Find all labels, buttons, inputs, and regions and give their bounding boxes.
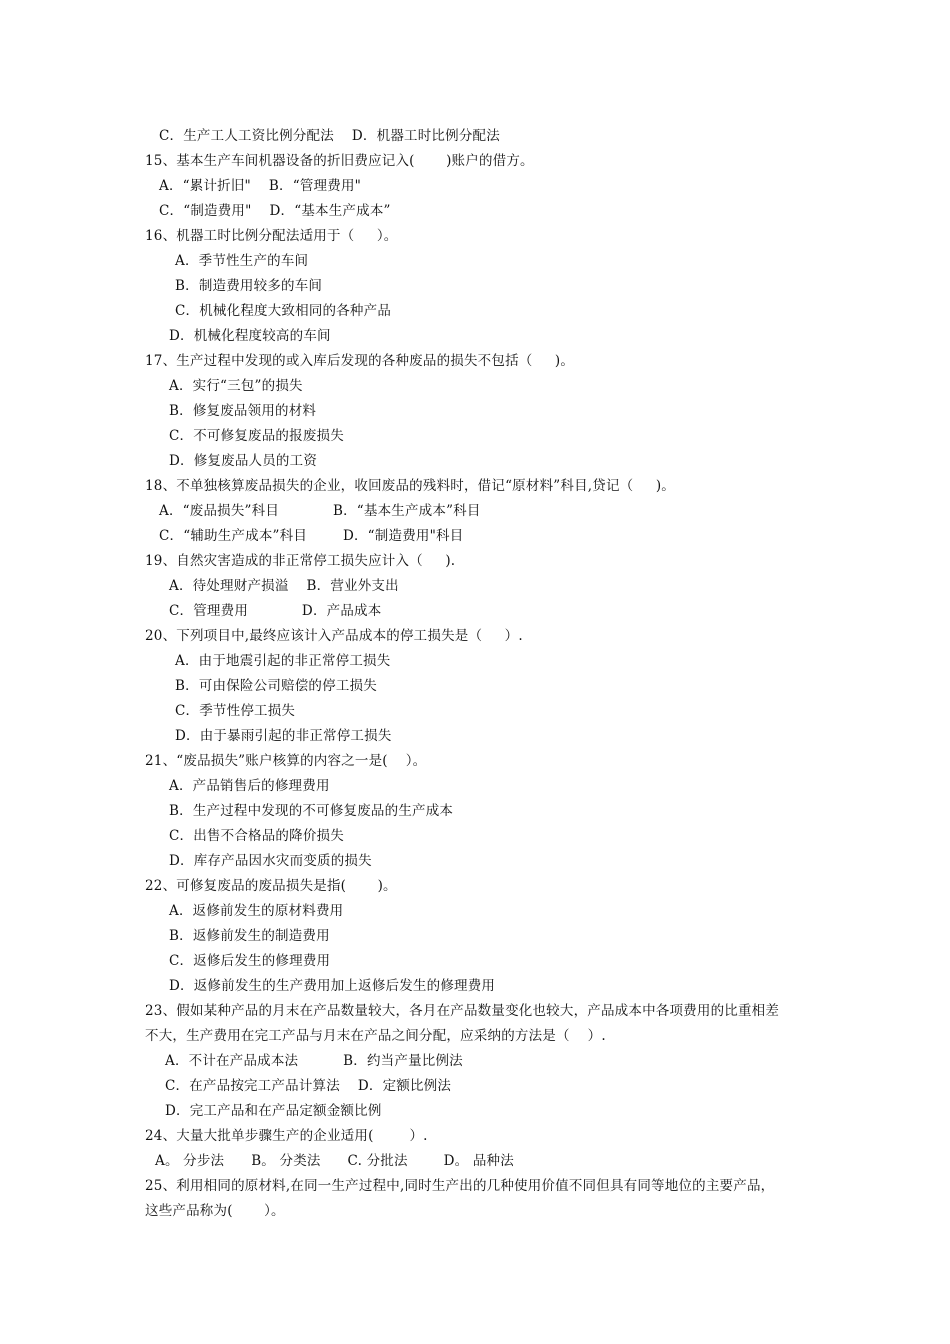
question-25: 25、利用相同的原材料,在同一生产过程中,同时生产出的几种使用价值不同但具有同等地位的主要产品， <box>145 1178 775 1194</box>
question-15: 15、基本生产车间机器设备的折旧费应记入( )账户的借方。 <box>145 153 534 169</box>
option-line: C．在产品按完工产品计算法 D．定额比例法 <box>165 1078 452 1094</box>
option-line: B．修复废品领用的材料 <box>169 403 317 419</box>
option-line: A。 分步法 B。 分类法 C. 分批法 D。 品种法 <box>155 1153 514 1169</box>
option-line: C．“制造费用" D．“基本生产成本” <box>159 203 391 219</box>
question-list <box>145 124 815 1224</box>
question-24: 24、大量大批单步骤生产的企业适用( ）. <box>145 1128 428 1144</box>
question-17: 17、生产过程中发现的或入库后发现的各种废品的损失不包括（ )。 <box>145 353 575 369</box>
option-line: D．库存产品因水灾而变质的损失 <box>169 853 372 869</box>
option-line: A．产品销售后的修理费用 <box>169 778 330 794</box>
question-25-cont: 这些产品称为( ）。 <box>145 1203 285 1219</box>
option-line: C．返修后发生的修理费用 <box>169 953 331 969</box>
option-line: A．实行“三包”的损失 <box>169 378 303 394</box>
option-line: C．管理费用 D．产品成本 <box>169 603 382 619</box>
option-line: D．机械化程度较高的车间 <box>169 328 331 344</box>
option-line: A．“累计折旧" B．“管理费用" <box>159 178 362 194</box>
option-line: C．机械化程度大致相同的各种产品 <box>175 303 392 319</box>
option-line: C．“辅助生产成本”科目 D．“制造费用"科目 <box>159 528 464 544</box>
option-line: A．返修前发生的原材料费用 <box>169 903 344 919</box>
option-line: C．出售不合格品的降价损失 <box>169 828 344 844</box>
question-22: 22、可修复废品的废品损失是指( )。 <box>145 878 397 894</box>
question-20: 20、下列项目中,最终应该计入产品成本的停工损失是（ ）. <box>145 628 523 644</box>
question-19: 19、自然灾害造成的非正常停工损失应计入（ ). <box>145 553 456 569</box>
option-line: A．待处理财产损溢 B．营业外支出 <box>169 578 399 594</box>
option-line: B．可由保险公司赔偿的停工损失 <box>175 678 377 694</box>
option-line: B．返修前发生的制造费用 <box>169 928 330 944</box>
option-line: A．不计在产品成本法 B．约当产量比例法 <box>165 1053 463 1069</box>
option-line: D．完工产品和在产品定额金额比例 <box>165 1103 382 1119</box>
option-line: D．返修前发生的生产费用加上返修后发生的修理费用 <box>169 978 496 994</box>
option-line: A．季节性生产的车间 <box>175 253 309 269</box>
question-23-cont: 不大，生产费用在完工产品与月末在产品之间分配，应采纳的方法是（ ）. <box>145 1028 606 1044</box>
question-23: 23、假如某种产品的月末在产品数量较大，各月在产品数量变化也较大，产品成本中各项费用的比重相差 <box>145 1003 780 1019</box>
option-line: C．季节性停工损失 <box>175 703 296 719</box>
question-21: 21、“废品损失”账户核算的内容之一是( ）。 <box>145 753 427 769</box>
question-18: 18、不单独核算废品损失的企业，收回废品的残料时，借记“原材料”科目,贷记（ )。 <box>145 478 675 494</box>
option-line: A．由于地震引起的非正常停工损失 <box>175 653 391 669</box>
question-16: 16、机器工时比例分配法适用于（ ）。 <box>145 228 398 244</box>
option-line: A．“废品损失”科目 B．“基本生产成本”科目 <box>159 503 481 519</box>
option-line: D．由于暴雨引起的非正常停工损失 <box>175 728 392 744</box>
option-line: D．修复废品人员的工资 <box>169 453 318 469</box>
option-line: C．不可修复废品的报废损失 <box>169 428 344 444</box>
option-line: B．制造费用较多的车间 <box>175 278 323 294</box>
option-line: C．生产工人工资比例分配法 D．机器工时比例分配法 <box>159 128 500 144</box>
option-line: B．生产过程中发现的不可修复废品的生产成本 <box>169 803 454 819</box>
